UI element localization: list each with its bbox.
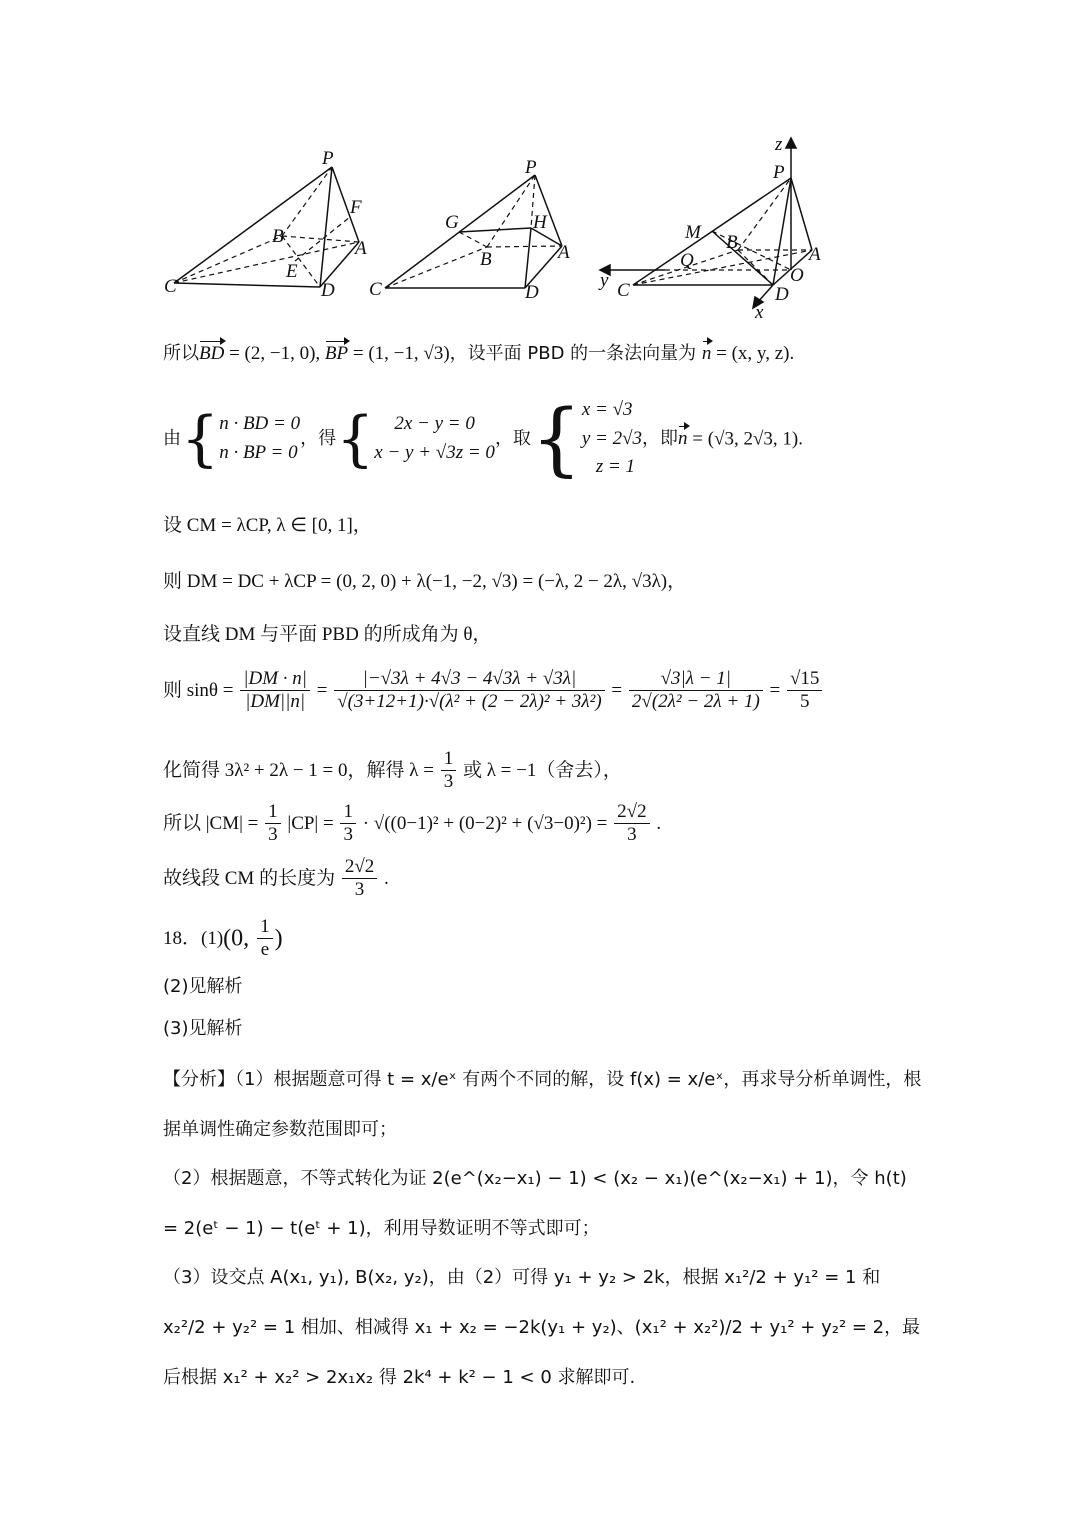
denominator: 3 <box>354 878 365 900</box>
label-y: y <box>600 270 609 291</box>
line-sin-theta: 则 sinθ = $\frac{|DM \cdot n|}{|DM||n|}$ = $\frac{|-√3\lambda + 4√3 - 4√3\lambda + √3\lambda|}{\text{√(3+12+1)·√(λ² + (2 − 2λ)² + 3λ²)}}$ = $\frac{√3|\lambda - 1|}{\text{2√(2λ² − 2λ + 1)}}$ = $\frac{√15}{5}$ <box>163 668 824 713</box>
text: (0, <box>223 925 256 952</box>
label-F: F <box>350 197 362 218</box>
line-q18-answer <box>163 916 283 961</box>
text: 则 sinθ = <box>163 679 234 701</box>
line-set-cm <box>163 516 372 535</box>
label-C: C <box>617 280 630 301</box>
text: 或 λ = −1（舍去）， <box>462 759 622 781</box>
text: ，取 <box>494 427 531 449</box>
analysis-paragraph-3 <box>163 1253 923 1403</box>
system-2 <box>374 410 495 467</box>
system-3 <box>582 396 642 482</box>
text: 化简得 3λ² + 2λ − 1 = 0，解得 λ = <box>163 759 434 781</box>
label-D: D <box>321 280 335 301</box>
fraction <box>342 856 377 901</box>
text: （2）根据题意，不等式转化为证 2(e^(x₂−x₁) − 1) < (x₂ − x₁)(e^(x₂−x₁) + 1)，令 h(t) = 2(eᵗ − 1) − t(eᵗ + 1)，利用导数证明不等式即可； <box>163 1168 907 1239</box>
numerator: 2√2 <box>342 856 377 879</box>
line-equation-systems <box>163 391 804 486</box>
numerator: 2√2 <box>614 801 649 824</box>
equation: z = 1 <box>595 456 636 477</box>
label-B: B <box>480 249 492 270</box>
numerator: √3|λ − 1| <box>629 668 763 691</box>
text: 由 <box>163 427 181 449</box>
text: (2)见解析 <box>163 976 243 997</box>
denominator: e <box>260 938 270 960</box>
analysis-paragraph-1 <box>163 1055 923 1155</box>
text: （3）设交点 A(x₁, y₁), B(x₂, y₂)，由（2）可得 y₁ + y₂ > 2k，根据 x₁²/2 + y₁² = 1 和 x₂²/2 + y₂² = 1 相加、相减得 x₁ + x₂ = −2k(y₁ + y₂)、(x₁² + x₂²)/2 + y₁² + y₂² = 2，最后根据 x₁² + x₂² > 2x₁x₂ 得 2k⁴ + k² − 1 < 0 求解即可. <box>163 1267 921 1388</box>
label-Q: Q <box>680 250 694 271</box>
fraction <box>441 748 457 793</box>
line-q18-2 <box>163 978 243 996</box>
line-dm <box>163 572 686 591</box>
text: 设直线 DM 与平面 PBD 的所成角为 θ， <box>163 624 492 645</box>
text: 18．(1) <box>163 927 224 949</box>
vector-BP: BP <box>324 343 349 364</box>
text: 设 CM = λCP, λ ∈ [0, 1]， <box>163 515 372 536</box>
numerator: √15 <box>787 668 822 691</box>
numerator: 1 <box>340 801 356 824</box>
vector-n: n <box>678 428 688 450</box>
label-P: P <box>773 162 785 183</box>
equation: x − y + √3z = 0 <box>374 441 495 463</box>
denominator: √(3+12+1)·√(λ² + (2 − 2λ)² + 3λ²) <box>337 690 602 712</box>
label-D: D <box>775 284 789 305</box>
line-vectors <box>163 344 794 363</box>
text: = (√3, 2√3, 1). <box>687 428 804 450</box>
label-H: H <box>533 212 547 233</box>
text: ，设平面 PBD 的一条法向量为 <box>449 343 702 364</box>
figure-pyramid-1 <box>160 150 380 300</box>
label-x: x <box>755 302 764 323</box>
label-C: C <box>164 276 177 297</box>
text: |CP| = <box>287 812 334 834</box>
line-solve-lambda <box>163 748 622 793</box>
text: 则 DM = DC + λCP = (0, 2, 0) + λ(−1, −2, √3) = (−λ, 2 − 2λ, √3λ)， <box>163 571 687 592</box>
text: (3)见解析 <box>163 1018 243 1039</box>
text: 故线段 CM 的长度为 <box>163 867 336 889</box>
brace: { <box>181 403 220 474</box>
equation: n · BP = 0 <box>219 441 298 463</box>
text: = (2, −1, 0), <box>224 343 325 364</box>
equation: 2x − y = 0 <box>394 413 475 435</box>
equation: n · BD = 0 <box>219 413 301 435</box>
denominator: 3 <box>627 823 637 845</box>
text: · √((0−1)² + (0−2)² + (√3−0)²) = <box>362 812 608 834</box>
label-C: C <box>369 279 382 300</box>
fraction <box>787 668 822 713</box>
label-G: G <box>445 212 459 233</box>
label-O: O <box>790 265 804 286</box>
denominator: |DM||n| <box>245 690 306 712</box>
equation: y = 2√3 <box>581 427 643 449</box>
label-A: A <box>355 238 367 259</box>
label-P: P <box>322 148 334 169</box>
fraction <box>340 801 356 846</box>
brace: { <box>336 403 375 474</box>
numerator: 1 <box>441 748 457 771</box>
denominator: 3 <box>443 770 454 792</box>
denominator: 3 <box>268 823 278 845</box>
line-theta <box>163 625 491 644</box>
label-E: E <box>286 261 298 282</box>
figure-pyramid-3d-coords <box>595 130 845 323</box>
denominator: 3 <box>343 823 353 845</box>
fraction <box>257 916 273 961</box>
label-D: D <box>525 282 539 303</box>
fraction <box>629 668 763 713</box>
numerator: 1 <box>257 916 273 939</box>
fraction <box>240 668 310 713</box>
label-z: z <box>775 134 783 155</box>
denominator: 2√(2λ² − 2λ + 1) <box>631 690 760 712</box>
brace: { <box>530 391 582 485</box>
label-B: B <box>726 232 738 253</box>
numerator: |DM · n| <box>240 668 310 691</box>
fraction <box>265 801 281 846</box>
text: 所以 <box>163 343 199 364</box>
label-B: B <box>272 226 284 247</box>
line-conclusion: 故线段 CM 的长度为 $\frac{2√2}{3}$ . <box>163 856 389 900</box>
label-P: P <box>525 157 537 178</box>
vector-BD: BD <box>199 343 225 364</box>
denominator: 5 <box>799 690 810 712</box>
fraction <box>614 801 649 846</box>
label-A: A <box>809 244 821 265</box>
numerator: |−√3λ + 4√3 − 4√3λ + √3λ| <box>334 668 604 691</box>
text: 所以 |CM| = <box>163 812 259 834</box>
analysis-paragraph-2 <box>163 1154 923 1254</box>
numerator: 1 <box>265 801 281 824</box>
label-A: A <box>558 242 570 263</box>
label-M: M <box>685 222 701 243</box>
line-q18-3 <box>163 1020 243 1038</box>
text: ，得 <box>300 427 337 449</box>
equation: x = √3 <box>581 399 633 420</box>
text: = (x, y, z). <box>711 343 795 364</box>
fraction <box>334 668 604 713</box>
vector-n: n <box>701 343 712 364</box>
text: 【分析】（1）根据题意可得 t = x/eˣ 有两个不同的解，设 f(x) = x/eˣ，再求导分析单调性，根据单调性确定参数范围即可； <box>163 1069 922 1140</box>
system-1 <box>219 410 300 467</box>
figure-pyramid-2 <box>365 155 585 305</box>
text: ) <box>274 925 283 952</box>
text: = (1, −1, √3) <box>348 343 450 364</box>
line-cm-length: 所以 |CM| = $\frac{1}{3}$ |CP| = $\frac{1}{3}$ · √((0−1)² + (0−2)² + (√3−0)²) = $\frac{2√2}{3}$ . <box>163 801 662 845</box>
text: ，即 <box>642 427 679 449</box>
